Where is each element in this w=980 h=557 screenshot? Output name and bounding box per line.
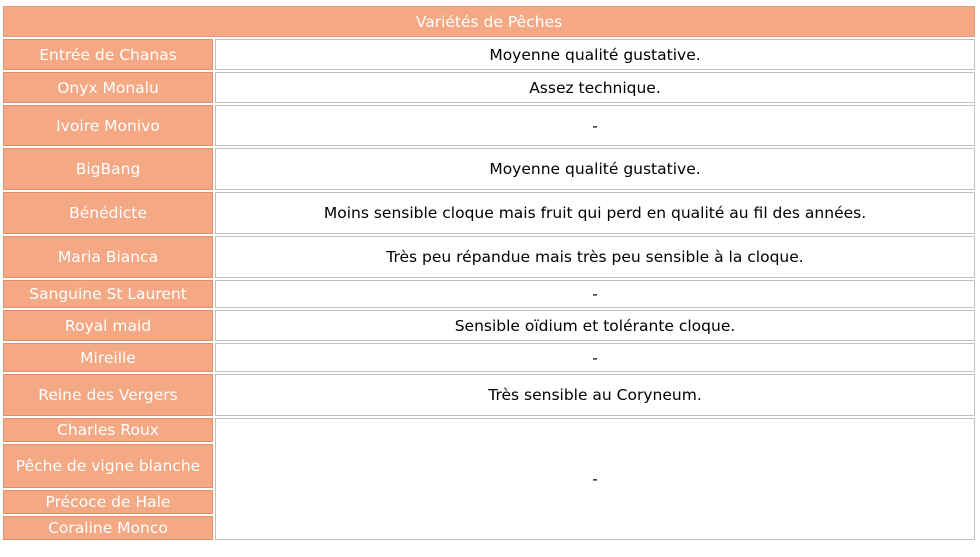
table-row: [3, 418, 975, 442]
variety-name: Reine des Vergers: [3, 374, 213, 416]
variety-name: Onyx Monalu: [3, 72, 213, 103]
table-row: [3, 374, 975, 416]
table-row: [3, 148, 975, 190]
variety-description: -: [215, 105, 975, 146]
variety-name: Précoce de Hale: [3, 490, 213, 514]
variety-name: Royal maid: [3, 310, 213, 341]
table-row: [3, 343, 975, 372]
table-row: [3, 105, 975, 146]
variety-name: Entrée de Chanas: [3, 39, 213, 70]
variety-name: BigBang: [3, 148, 213, 190]
table-title: Variétés de Pêches: [3, 6, 975, 37]
table-row: [3, 39, 975, 70]
variety-description: Assez technique.: [215, 72, 975, 103]
variety-name: Charles Roux: [3, 418, 213, 442]
variety-description: Moins sensible cloque mais fruit qui perd en qualité au fil des années.: [215, 192, 975, 234]
variety-description: Moyenne qualité gustative.: [215, 39, 975, 70]
variety-name: Bénédicte: [3, 192, 213, 234]
variety-description: Moyenne qualité gustative.: [215, 148, 975, 190]
variety-description: Très peu répandue mais très peu sensible à la cloque.: [215, 236, 975, 278]
variety-name: Ivoire Monivo: [3, 105, 213, 146]
table-row: [3, 72, 975, 103]
variety-name: Sanguine St Laurent: [3, 280, 213, 308]
table-row: [3, 280, 975, 308]
variety-name: Mireille: [3, 343, 213, 372]
variety-description: -: [215, 343, 975, 372]
variety-description: Sensible oïdium et tolérante cloque.: [215, 310, 975, 341]
table-header-row: [3, 6, 975, 37]
peach-varieties-table: [1, 4, 977, 542]
variety-name: Maria Bianca: [3, 236, 213, 278]
table-row: [3, 192, 975, 234]
variety-name: Coraline Monco: [3, 516, 213, 540]
variety-description: -: [215, 418, 975, 540]
variety-name: Pêche de vigne blanche: [3, 444, 213, 488]
table-row: [3, 236, 975, 278]
table-row: [3, 310, 975, 341]
variety-description: -: [215, 280, 975, 308]
variety-description: Très sensible au Coryneum.: [215, 374, 975, 416]
